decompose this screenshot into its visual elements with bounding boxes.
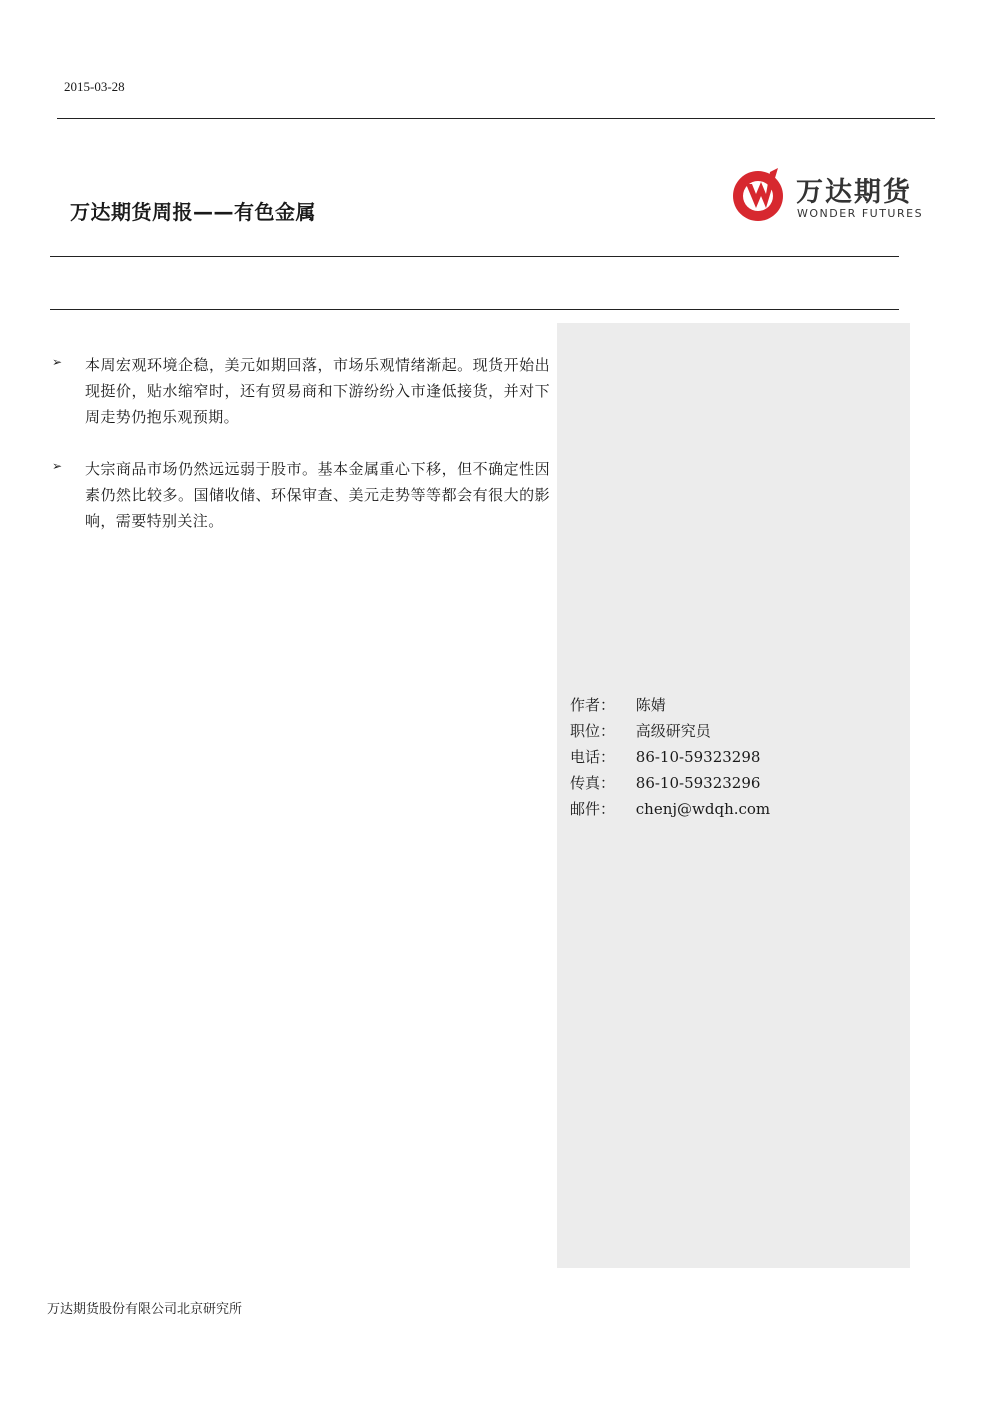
author-row-position	[570, 718, 770, 744]
phone-label: 电话：	[570, 748, 616, 766]
footer-company: 万达期货股份有限公司北京研究所	[47, 1302, 243, 1317]
position-label: 职位：	[570, 722, 616, 740]
author-email[interactable]: chenj@wdqh.com	[635, 800, 771, 818]
author-row-email	[570, 796, 770, 822]
logo-name-en: WONDER FUTURES	[797, 207, 924, 220]
arrow-bullet-icon: ➢	[52, 459, 63, 473]
author-fax: 86-10-59323296	[635, 774, 761, 792]
author-phone: 86-10-59323298	[635, 748, 761, 766]
fax-label: 传真：	[570, 774, 616, 792]
author-row-fax	[570, 770, 770, 796]
content-divider	[50, 309, 899, 310]
summary-text: 本周宏观环境企稳，美元如期回落，市场乐观情绪渐起。现货开始出现挺价，贴水缩窄时，还有贸易商和下游纷纷入市逢低接货，并对下周走势仍抱乐观预期。	[85, 356, 550, 426]
list-item	[50, 352, 550, 430]
summary-text: 大宗商品市场仍然远远弱于股市。基本金属重心下移，但不确定性因素仍然比较多。国储收储、环保审查、美元走势等等都会有很大的影响，需要特别关注。	[85, 460, 550, 530]
author-label: 作者：	[570, 696, 616, 714]
report-date: 2015-03-28	[64, 79, 125, 94]
author-info	[570, 692, 770, 822]
header-divider	[57, 118, 935, 119]
list-item	[50, 456, 550, 534]
logo-name-cn: 万达期货	[796, 177, 912, 208]
company-logo	[730, 164, 940, 226]
summary-list	[50, 352, 550, 560]
title-divider	[50, 256, 899, 257]
author-position: 高级研究员	[635, 722, 711, 740]
author-row-name	[570, 692, 770, 718]
report-title: 万达期货周报——有色金属	[70, 200, 316, 224]
email-label: 邮件：	[570, 800, 616, 818]
wonder-logo-icon	[730, 164, 790, 224]
author-row-phone	[570, 744, 770, 770]
arrow-bullet-icon: ➢	[52, 355, 63, 369]
author-name: 陈婧	[635, 696, 666, 714]
